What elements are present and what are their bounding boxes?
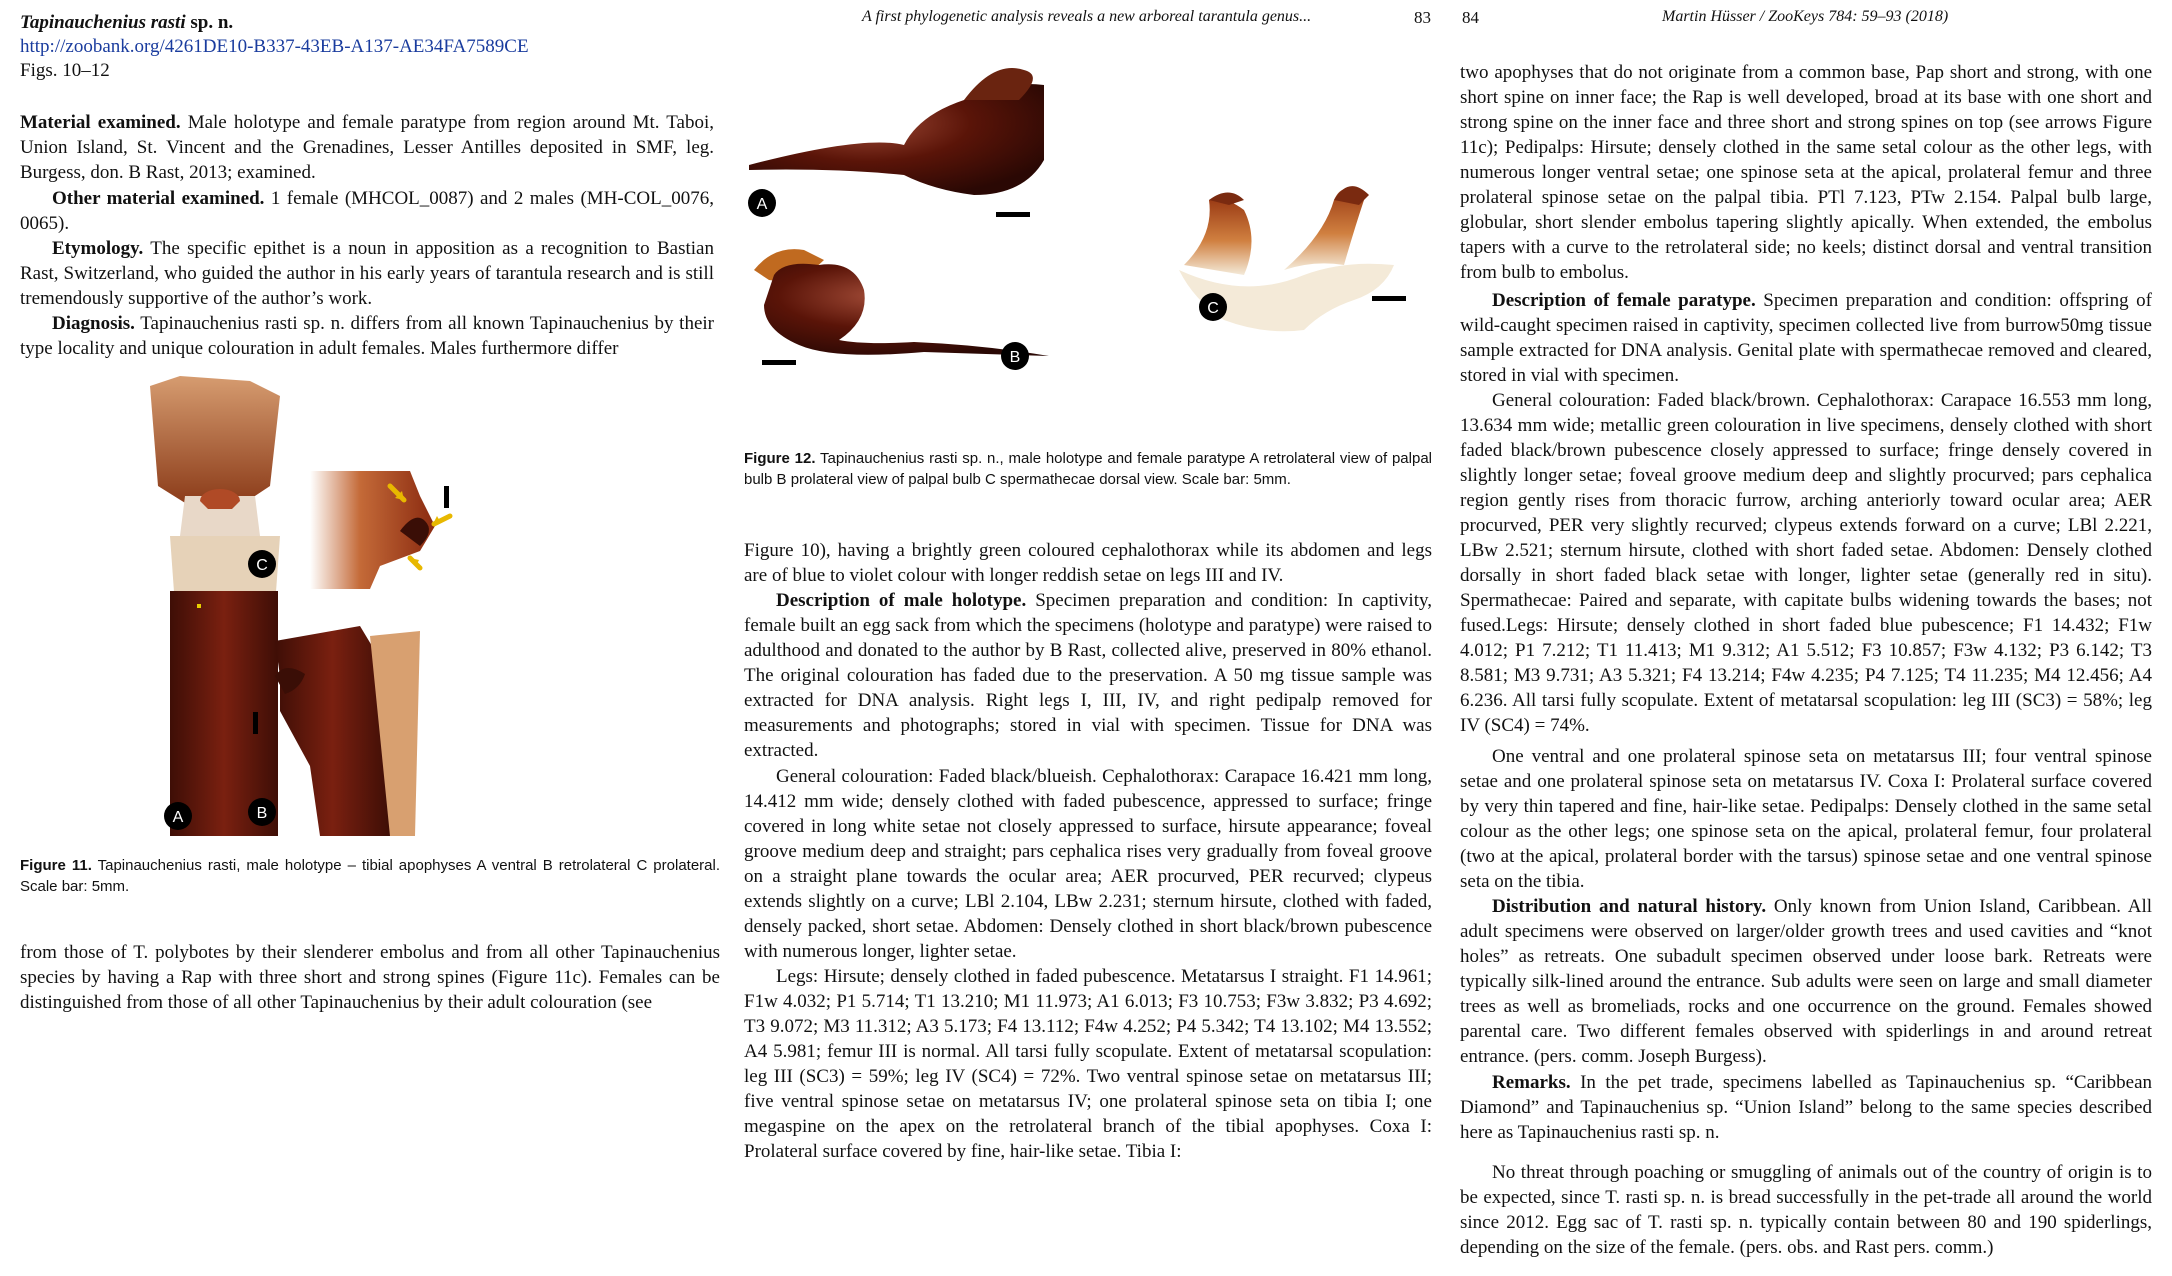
material-examined [20, 110, 714, 185]
distribution [1460, 894, 2152, 1069]
female-paratype-heading: Description of female paratype. [1492, 290, 1756, 311]
page-number-left: 83 [1414, 8, 1431, 27]
final-paragraph: No threat through poaching or smuggling of animals out of the country of origin is to be expected, since T. rasti sp. n. is bread successfully in the pet-trade all around the world since 2012. Egg sac of T. rasti sp. n. typically contain between 80 and 190 spiderlings, depending on the size of the female. (pers. obs. and Rast pers. comm.) [1460, 1162, 2152, 1258]
remarks-heading: Remarks. [1492, 1072, 1571, 1093]
page-number-right: 84 [1462, 8, 1479, 27]
female-spines: One ventral and one prolateral spinose seta on metatarsus III; four ventral spinose setae and one prolateral spinose seta on metatarsus IV. Coxa I: Prolateral surface covered by very thin tapered and fine, hair-like setae. Pedipalps: Densely clothed in the same setal colour as the other legs; one spinose seta on the apical, prolateral femur, four prolateral (two at the apical, prolateral border with the tarsus) spinose setae and one ventral spinose seta on the tibia. [1460, 746, 2152, 892]
other-material-heading: Other material examined. [52, 188, 265, 209]
figure-12-caption [744, 448, 1432, 490]
other-material [20, 186, 714, 236]
distribution-text: Only known from Union Island, Caribbean. All adult specimens were observed on larger/older growth trees and used cavities and “knot holes” as retreats. One subadult specimen observed under loose bark. Retreats were typically silk-lined around the entrance. Sub adults were seen on large and small diameter trees as well as bromeliads, rocks and one occurrence on the ground. Females showed parental care. Two different females observed with spiderlings in and around retreat entrance. (pers. comm. Joseph Burgess). [1460, 896, 2152, 1067]
female-paratype-text: Specimen preparation and condition: offspring of wild-caught specimen raised in captivity, specimen collected live from burrow50mg tissue sample extracted for DNA analysis. Genital plate with spermathecae removed and cleared, stored in vial with specimen. [1460, 290, 2153, 386]
material-examined-text: Male holotype and female paratype from region around Mt. Taboi, Union Island, St. Vincent and the Grenadines, Lesser Antilles deposited in SMF, leg. Burgess, don. B Rast, 2013; examined. [20, 112, 714, 183]
figure-11-caption [20, 855, 720, 897]
figure-12-panel-b [754, 249, 1049, 370]
diagnosis-text: Tapinauchenius rasti sp. n. differs from all known Tapinauchenius by their type locality and unique colouration in adult females. Males furthermore differ [20, 313, 714, 359]
etymology-text: The specific epithet is a noun in apposition as a recognition to Bastian Rast, Switzerland, who guided the author in his early years of tarantula research and is still tremendously supportive of the author’s work. [20, 238, 714, 309]
running-title-right: Martin Hüsser / ZooKeys 784: 59–93 (2018) [1662, 8, 1949, 25]
distribution-heading: Distribution and natural history. [1492, 896, 1767, 917]
figure-12-images [744, 60, 1432, 430]
male-legs: Legs: Hirsute; densely clothed in faded pubescence. Metatarsus I straight. F1 14.961; F1w 4.032; P1 5.714; T1 13.210; M1 11.973; A1 6.013; F3 10.753; F3w 3.832; P3 4.692; T3 9.072; M3 11.312; A3 5.173; F4 13.112; F4w 4.252; P4 5.342; T4 13.102; M4 13.552; A4 5.981; femur III is normal. All tarsi fully scopulate. Extent of metatarsal scopulation: leg III (SC3) = 59%; leg IV (SC4) = 72%. Two ventral spinose setae on metatarsus III; five ventral spinose setae on metatarsus IV; one prolateral spinose seta on tibia I; one megaspine on the apex on the retrolateral branch of the tibial apophyses. Coxa I: Prolateral surface covered by fine, hair-like setae. Tibia I: [744, 966, 1432, 1162]
remarks [1460, 1070, 2152, 1145]
figure-12-label-c: C [1207, 300, 1219, 317]
diagnosis-continuation: from those of T. polybotes by their slenderer embolus and from all other Tapinauchenius species by having a Rap with three short and strong spines (Figure 11c). Females can be distinguished from those of all other Tapinauchenius by their adult colouration (see [20, 942, 720, 1013]
figure-11-label-c: C [256, 557, 268, 574]
diagnosis [20, 311, 714, 361]
other-material-text: 1 female (MHCOL_0087) and 2 males (MH-COL_0076, 0065). [20, 188, 714, 234]
female-paratype-description [1460, 288, 2152, 388]
male-holotype-description [744, 588, 1432, 763]
figure-11-caption-label: Figure 11. [20, 857, 92, 874]
male-holotype-heading: Description of male holotype. [776, 590, 1027, 611]
etymology [20, 236, 714, 311]
middle-para-1: Figure 10), having a brightly green coloured cephalothorax while its abdomen and legs are of blue to violet colour with longer reddish setae on legs III and IV. [744, 540, 1432, 586]
remarks-text: In the pet trade, specimens labelled as Tapinauchenius sp. “Caribbean Diamond” and Tapinauchenius sp. “Union Island” belong to the same species described here as Tapinauchenius rasti sp. n. [1460, 1072, 2152, 1143]
zoobank-link[interactable]: http://zoobank.org/4261DE10-B337-43EB-A137-AE34FA7589CE [20, 36, 529, 57]
figure-11-images [130, 376, 590, 836]
figure-12-caption-text: Tapinauchenius rasti sp. n., male holotype and female paratype A retrolateral view of palpal bulb B prolateral view of palpal bulb C spermathecae dorsal view. Scale bar: 5mm. [744, 450, 1432, 488]
species-title: Tapinauchenius rasti [20, 12, 186, 33]
figure-12-caption-label: Figure 12. [744, 450, 816, 467]
right-para-1: two apophyses that do not originate from a common base, Pap short and strong, with one short spine on inner face; the Rap is well developed, broad at its base with one short and strong spine on the inner face and three short and strong spines on top (see arrows Figure 11c); Pedipalps: Hirsute; densely clothed in the same setal colour as the other legs, with numerous longer ventral setae; one spinose seta at the apical, prolateral femur and three prolateral spinose setae on the palpal tibia. PTl 7.123, PTw 2.154. Palpal bulb large, globular, short slender embolus tapering slightly apically. When extended, the embolus tapers with a curve to the retrolateral side; no keels; distinct dorsal and ventral transition from bulb to embolus. [1460, 62, 2152, 283]
figure-12-label-b: B [1009, 349, 1021, 366]
figure-12-panel-a [748, 68, 1044, 217]
female-general-colouration: General colouration: Faded black/brown. Cephalothorax: Carapace 16.553 mm long, 13.634 mm wide; metallic green colouration in live specimens, densely clothed with short faded black/brown pubescence closely appressed to surface; fringe densely covered in slightly longer setae; foveal groove medium deep and slightly procurved; pars cephalica region gently rises from thoracic furrow, arching anteriorly toward ocular area; AER procurved, PER very slightly recurved; clypeus extends forward on a curve; LBl 2.221, LBw 2.521; sternum hirsute, clothed with short faded setae. Abdomen: Densely clothed dorsally in short faded black setae with longer, lighter setae (generally red in situ). Spermathecae: Paired and separate, with capitate bulbs widening towards the bases; not fused.Legs: Hirsute; densely clothed in short faded blue pubescence; F1 14.432; F1w 4.012; P1 7.212; T1 11.413; M1 9.312; A1 5.512; F3 10.857; F3w 4.132; P3 6.142; T3 8.581; M3 9.731; A3 5.321; F4 13.214; F4w 4.235; P4 7.125; T4 11.235; M4 12.456; A4 6.236. All tarsi fully scopulate. Extent of metatarsal scopulation: leg III (SC3) = 58%; leg IV (SC4) = 74%. [1460, 390, 2152, 736]
diagnosis-heading: Diagnosis. [52, 313, 135, 334]
figure-11-label-a: A [172, 809, 184, 826]
material-examined-heading: Material examined. [20, 112, 181, 133]
figure-11-panel-a [150, 376, 280, 836]
species-suffix: sp. n. [185, 12, 234, 33]
figure-12-panel-c [1179, 186, 1406, 331]
figure-11-label-b: B [256, 805, 268, 822]
figs-reference: Figs. 10–12 [20, 60, 110, 81]
running-title-left: A first phylogenetic analysis reveals a new arboreal tarantula genus... [862, 8, 1312, 25]
figure-11-panel-c [248, 471, 450, 589]
figure-11-caption-text: Tapinauchenius rasti, male holotype – tibial apophyses A ventral B retrolateral C prolateral. Scale bar: 5mm. [20, 857, 721, 895]
male-holotype-text: Specimen preparation and condition: In captivity, female built an egg sack from which the specimens (holotype and paratype) were raised to adulthood and donated to the author by B Rast, collected alive, preserved in 80% ethanol. The original colouration has faded due to the preservation. A 50 mg tissue sample was extracted for DNA analysis. Right legs I, III, IV, and right pedipalp removed for measurements and photographs; stored in vial with specimen. Tissue for DNA was extracted. [744, 590, 1432, 761]
etymology-heading: Etymology. [52, 238, 144, 259]
male-general-colouration: General colouration: Faded black/blueish. Cephalothorax: Carapace 16.421 mm long, 14.412 mm wide; densely clothed with faded pubescence, appressed to surface; fringe covered in long white setae not closely appressed to surface, hirsute appearance; foveal groove medium deep and straight; pars cephalica rises very gradually from foveal groove on a straight plane towards the ocular area; AER procurved, PER recurved; clypeus extends slightly on a curve; LBl 2.104, LBw 2.231; sternum hirsute, clothed with faded, densely packed, short setae. Abdomen: Densely clothed in short black/brown pubescence with numerous longer, lighter setae. [744, 766, 1432, 962]
figure-12-label-a: A [756, 196, 768, 213]
